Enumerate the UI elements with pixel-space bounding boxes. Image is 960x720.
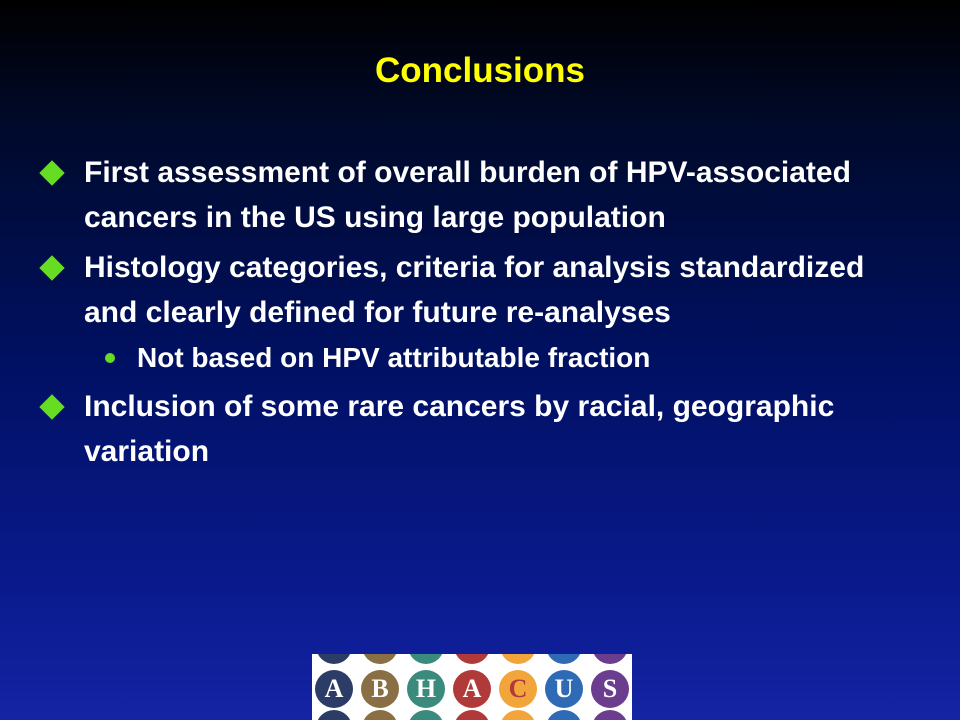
diamond-bullet-icon [39, 255, 64, 280]
logo-cap-bottom [454, 710, 490, 720]
logo-cap-top [362, 654, 398, 664]
logo-cap-bottom [408, 710, 444, 720]
logo-letter: H [407, 670, 445, 708]
logo-letter: A [315, 670, 353, 708]
diamond-bullet-icon [39, 394, 64, 419]
bullet-text: Inclusion of some rare cancers by racial, geographic variation [84, 390, 835, 468]
logo-cap-top [592, 654, 628, 664]
logo-cap-bottom [316, 710, 352, 720]
logo-cap-top [316, 654, 352, 664]
logo-cap-bottom [592, 710, 628, 720]
slide-title: Conclusions [374, 51, 586, 90]
logo-letter: C [499, 670, 537, 708]
logo-letter: A [453, 670, 491, 708]
bullet-text: First assessment of overall burden of HPV-associated cancers in the US using large population [84, 156, 851, 234]
logo-cap-bottom [362, 710, 398, 720]
logo-cap-top [454, 654, 490, 664]
logo-cap-bottom [546, 710, 582, 720]
dot-bullet-icon [105, 353, 115, 363]
bullet-item [38, 150, 918, 240]
diamond-bullet-icon [39, 160, 64, 185]
bullet-item [38, 245, 918, 335]
logo-cap-bottom [500, 710, 536, 720]
logo-letter: B [361, 670, 399, 708]
logo-cap-top [408, 654, 444, 664]
bullet-list [38, 150, 918, 479]
bullet-text: Histology categories, criteria for analysis standardized and clearly defined for future re-analyses [84, 251, 865, 329]
bullet-item [38, 384, 918, 474]
abhacus-logo [312, 654, 632, 720]
logo-letter: U [545, 670, 583, 708]
sub-bullet-item [105, 337, 918, 379]
logo-letter: S [591, 670, 629, 708]
sub-bullet-text: Not based on HPV attributable fraction [137, 342, 651, 373]
logo-cap-top [500, 654, 536, 664]
logo-cap-top [546, 654, 582, 664]
